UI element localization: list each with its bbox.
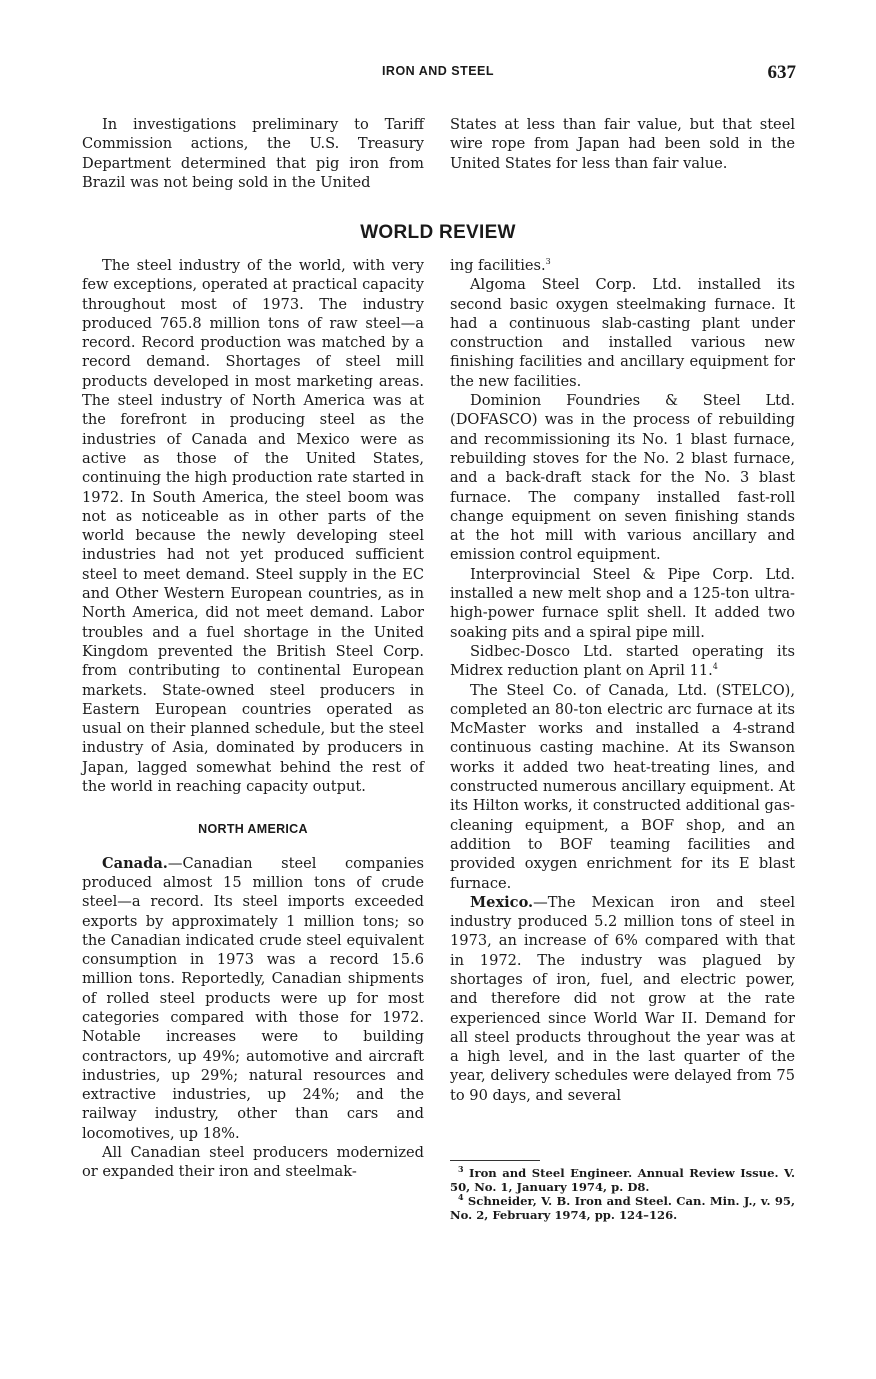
footnote-mark: 4: [458, 1192, 464, 1203]
continued-text: ing facilities.: [450, 257, 546, 274]
section-title: WORLD REVIEW: [360, 222, 516, 243]
footnote-text: Iron and Steel Engineer. Annual Review Issue. V. 50, No. 1, January 1974, p. D8.: [450, 1166, 795, 1194]
sidbec-paragraph: [450, 642, 795, 681]
sidbec-text: Sidbec-Dosco Ltd. started operating its Midrex reduction plant on April 11.: [450, 642, 795, 680]
canada-run-head: Canada.: [102, 854, 168, 872]
footnotes: [450, 1166, 795, 1222]
mexico-body: —The Mexican iron and steel industry produced 5.2 million tons of steel in 1973, an increase of 6% compared with that in 1972. The industry was plagued by shortages of iron, fuel, and electric power, and therefore did not grow at the rate experienced since World War II. Demand for all steel products throughout the year was at a high level, and in the last quarter of the year, delivery schedules were delayed from 75 to 90 days, and several: [450, 893, 795, 1104]
intro-paragraph: The steel industry of the world, with very few exceptions, operated at practical capacity throughout most of 1973. The industry produced 765.8 million tons of raw steel—a record. Record production was matched by a record demand. Shortages of steel mill products developed in most marketing areas. The steel industry of North America was at the forefront in producing steel as the industries of Canada and Mexico were as active as those of the United States, continuing the high production rate started in 1972. In South America, the steel boom was not as noticeable as in other parts of the world because the newly developing steel industries had not yet produced sufficient steel to meet demand. Steel supply in the EC and Other Western European countries, as in North America, did not meet demand. Labor troubles and a fuel shortage in the United Kingdom prevented the British Steel Corp. from contributing to continental European markets. State-owned steel producers in Eastern European countries operated as usual on their planned schedule, but the steel industry of Asia, dominated by producers in Japan, lagged somewhat behind the rest of the world in reaching capacity output.: [82, 257, 424, 796]
canada-paragraph: [82, 854, 424, 1143]
footnote-ref-4: 4: [712, 662, 718, 672]
footnote-rule: [450, 1160, 540, 1161]
footnote-mark: 3: [458, 1164, 464, 1175]
mexico-run-head: Mexico.: [470, 893, 534, 911]
canada-body: —Canadian steel companies produced almost 15 million tons of crude steel—a record. Its steel imports exceeded exports by approximately 1 million tons; so the Canadian indicated crude steel equivalent consumption in 1973 was a record 15.6 million tons. Reportedly, Canadian shipments of rolled steel products were up for most categories compared with those for 1972. Notable increases were to building contractors, up 49%; automotive and aircraft industries, up 29%; natural resources and extractive industries, up 24%; and the railway industry, other than cars and locomotives, up 18%.: [82, 854, 424, 1142]
interprovincial-paragraph: Interprovincial Steel & Pipe Corp. Ltd. installed a new melt shop and a 125-ton ultra-high-power furnace split shell. It added two soaking pits and a spiral pipe mill.: [450, 565, 795, 641]
top-left-paragraph: In investigations preliminary to Tariff Commission actions, the U.S. Treasury Department determined that pig iron from Brazil was not being sold in the United: [82, 116, 424, 191]
stelco-paragraph: The Steel Co. of Canada, Ltd. (STELCO), completed an 80-ton electric arc furnace at its McMaster works and installed a 4-strand continuous casting machine. At its Swanson works it added two heat-treating lines, and constructed numerous ancillary equipment. At its Hilton works, it constructed additional gas-cleaning equipment, a BOF shop, and an addition to BOF teaming facilities and provided oxygen enrichment for its E blast furnace.: [450, 681, 795, 892]
continued-paragraph: [450, 256, 795, 275]
mexico-paragraph: [450, 893, 795, 1105]
top-right-column: [450, 115, 795, 173]
dofasco-paragraph: Dominion Foundries & Steel Ltd. (DOFASCO) was in the process of rebuilding and recommissioning its No. 1 blast furnace, rebuilding stoves for the No. 2 blast furnace, and a back-draft stack for the No. 3 blast furnace. The company installed fast-roll change equipment on seven finishing stands at the hot mill with various ancillary and emission control equipment.: [450, 392, 795, 564]
modernized-paragraph: All Canadian steel producers modernized or expanded their iron and steelmak-: [82, 1144, 424, 1181]
algoma-paragraph: Algoma Steel Corp. Ltd. installed its second basic oxygen steelmaking furnace. It had a continuous slab-casting plant under construction and installed various new finishing facilities and ancillary equipment for the new facilities.: [450, 276, 795, 390]
footnote-text: Schneider, V. B. Iron and Steel. Can. Min. J., v. 95, No. 2, February 1974, pp. 124–126.: [450, 1194, 795, 1222]
page-number: 637: [767, 62, 796, 83]
top-right-paragraph: States at less than fair value, but that steel wire rope from Japan had been sold in the United States for less than fair value.: [450, 116, 795, 172]
top-left-column: [82, 115, 424, 192]
subsection-title: NORTH AMERICA: [198, 822, 308, 837]
right-column: [450, 256, 795, 1105]
running-header: IRON AND STEEL: [381, 64, 495, 78]
footnote-ref-3: 3: [545, 257, 551, 267]
left-column: [82, 256, 424, 1182]
footnote: [450, 1166, 795, 1194]
footnote: [450, 1194, 795, 1222]
